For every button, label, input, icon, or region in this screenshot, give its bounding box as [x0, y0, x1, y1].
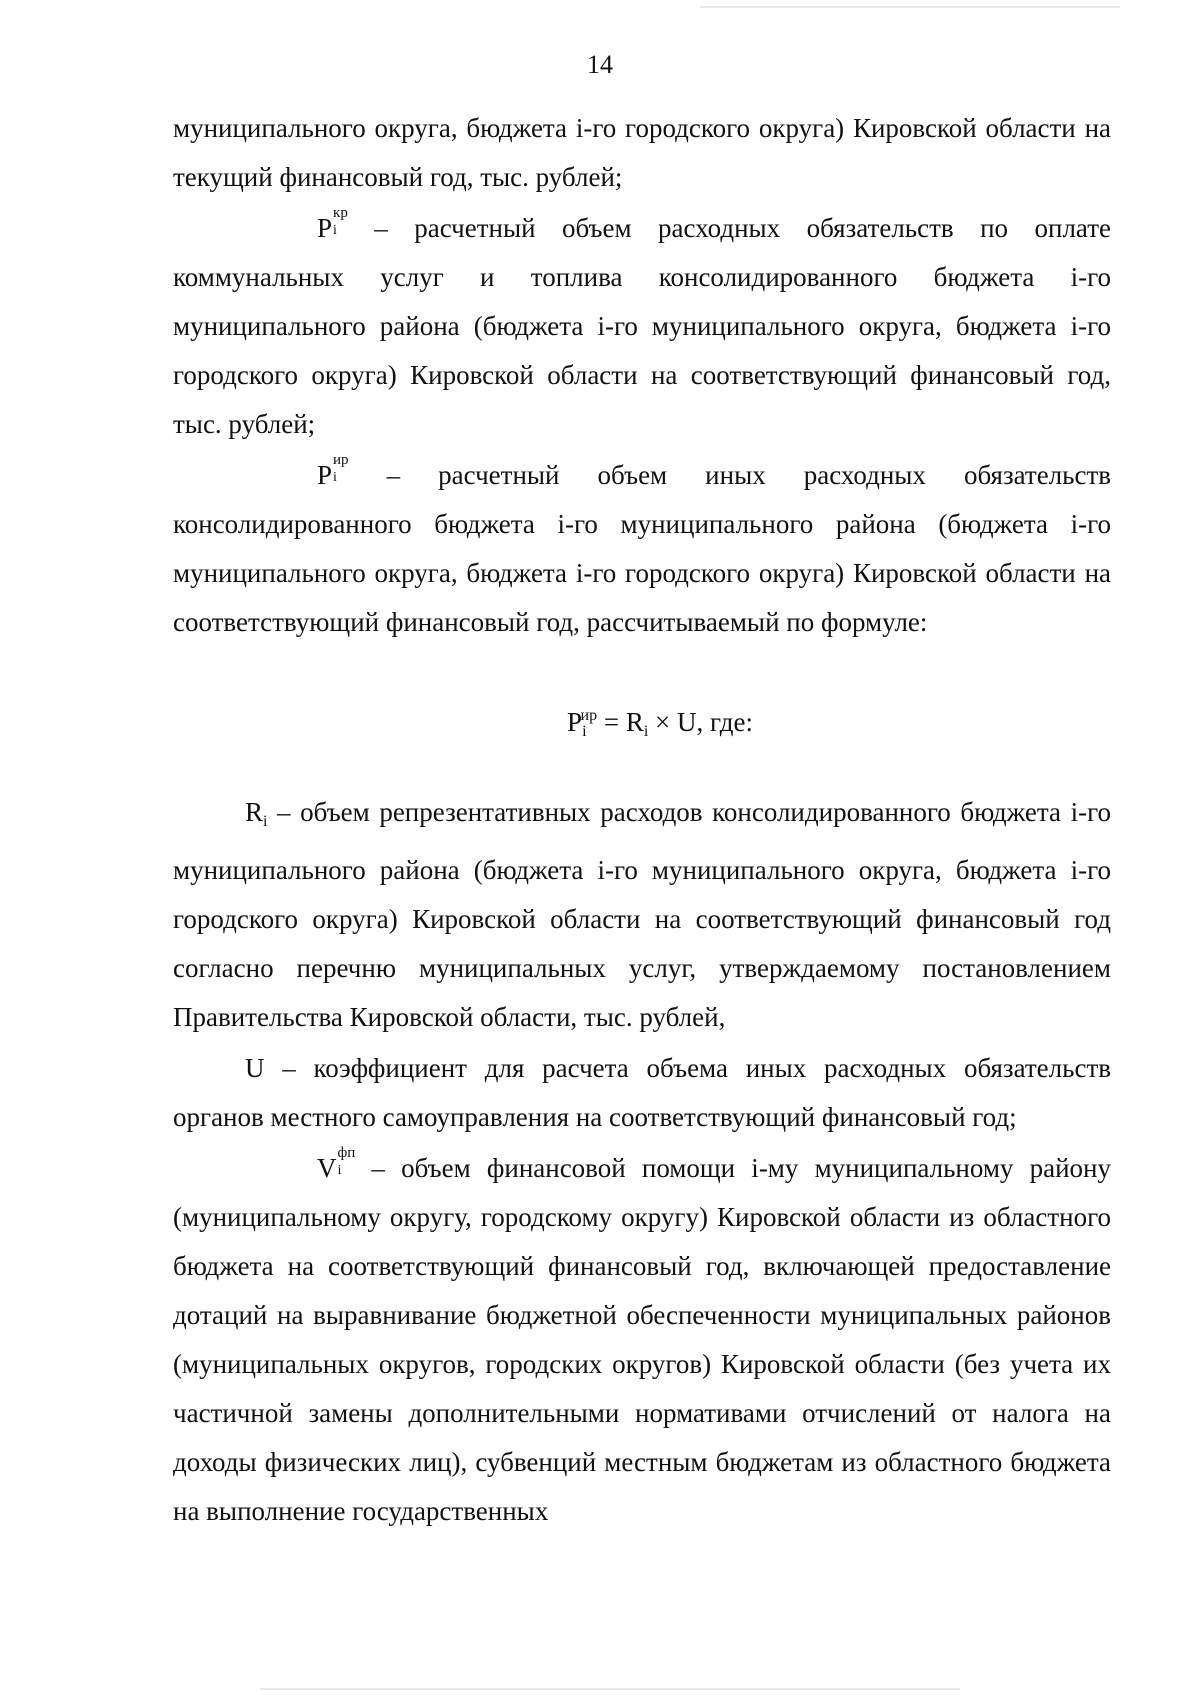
definition-text: – расчетный объем иных расходных обязательств консолидированного бюджета i-го муниципального района (бюджета i-го муниципального округа, бюджета i-го городского округа) Кировской области на соответствующий финансовый год, рассчитываемый по формуле: — [173, 460, 1111, 637]
symbol-p-kr: P кр i — [317, 205, 348, 243]
formula-lhs-superscript: ир — [580, 707, 598, 724]
definition-text: – объем финансовой помощи i-му муниципальному району (муниципальному округу, городскому округу) Кировской области из областного бюджета на соответствующий финансовый год, включающей предоставление дотаций на выравнивание бюджетной обеспеченности муниципальных районов (муниципальных округов, городских округов) Кировской области (без учета их частичной замены дополнительными нормативами отчислений от налога на доходы физических лиц), субвенций местным бюджетам из областного бюджета на выполнение государственных — [173, 1153, 1111, 1526]
paragraph-continuation: муниципального округа, бюджета i-го городского округа) Кировской области на текущий финансовый год, тыс. рублей; — [173, 113, 1111, 192]
definition-r — [173, 788, 1111, 1042]
formula-lhs-subscript: i — [582, 723, 587, 740]
symbol-p-ir: P ир i — [317, 452, 349, 490]
symbol-subscript: i — [337, 1163, 342, 1178]
symbol-v-fp: V фп i — [317, 1145, 356, 1183]
definition-text: – расчетный объем расходных обязательств по оплате коммунальных услуг и топлива консолидированного бюджета i-го муниципального района (бюджета i-го муниципального округа, бюджета i-го городского округа) Кировской области на соответствующий финансовый год, тыс. рублей; — [173, 213, 1111, 439]
definition-p-ir — [173, 451, 1111, 647]
definition-v-fp — [173, 1144, 1111, 1536]
formula: $Pi^{ир} = Ri \times U$, где: — [567, 707, 753, 740]
definition-u: U – коэффициент для расчета объема иных расходных обязательств органов местного самоуправления на соответствующий финансовый год; — [173, 1053, 1111, 1132]
symbol-superscript: фп — [337, 1145, 356, 1161]
definition-text: – объем репрезентативных расходов консолидированного бюджета i-го муниципального района (бюджета i-го муниципального округа, бюджета i-го городского округа) Кировской области на соответствующий финансовый год согласно перечню муниципальных услуг, утверждаемому постановлением Правительства Кировской области, тыс. рублей, — [173, 797, 1111, 1032]
symbol-superscript: ир — [333, 452, 349, 468]
scan-artifact-bottom — [260, 1688, 960, 1690]
symbol-superscript: кр — [333, 205, 348, 221]
definition-p-kr — [173, 204, 1111, 449]
page-number: 14 — [587, 50, 613, 79]
scan-artifact-top — [700, 6, 1120, 8]
symbol-r: Ri — [245, 797, 268, 830]
symbol-subscript: i — [333, 223, 337, 238]
symbol-subscript: i — [333, 470, 337, 485]
document-body — [173, 104, 1111, 1536]
